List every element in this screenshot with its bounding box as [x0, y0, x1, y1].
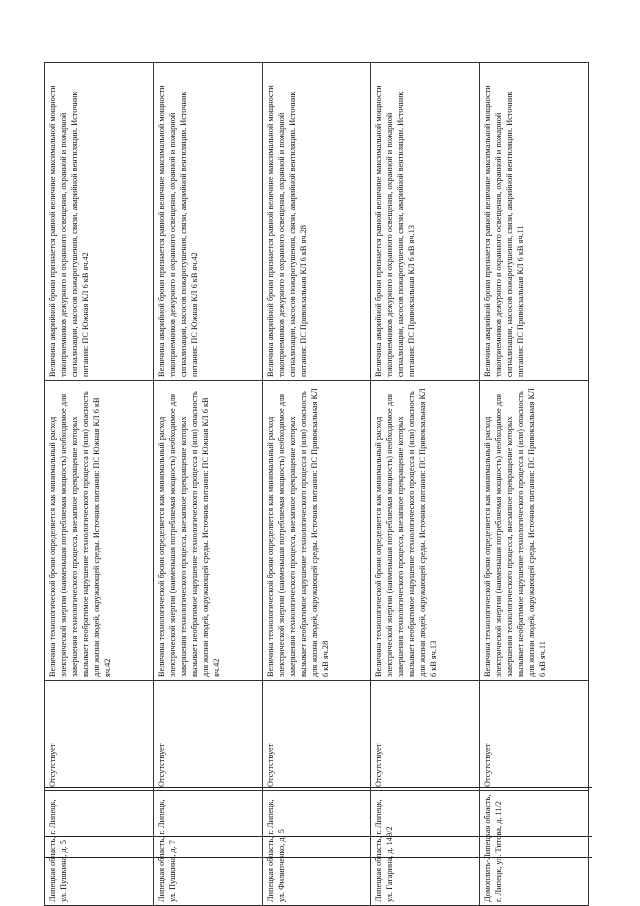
table-row: [153, 63, 262, 906]
tech-reserve-cell: Величина технологической брони определяется как минимальный расход электрической энергии (наименьшая потребляемая мощность) необходимое для завершения технологического процесса, внезапное прекращение которых вызывает необратимое нарушение технологического процесса и (или) опасность для жизни людей, окружающей среды. Источник питания: ПС Южная КЛ 6 кВ яч.42: [153, 381, 262, 681]
address-cell: Липецкая область, г. Липецк, ул. Пушкина, д. 7: [153, 791, 262, 906]
emergency-reserve-cell: Величина аварийной брони признается равной величине максимальной мощности токоприемников дежурного и охранного освещения, охранной и пожарной сигнализации, насосов пожаротушения, связи, аварийной вентиляции. Источник питания: ПС Южная КЛ 6 кВ яч.42: [153, 63, 262, 381]
table-row: [480, 63, 589, 906]
table-row: [262, 63, 371, 906]
existing-cell: Отсутствует: [480, 681, 589, 791]
emergency-reserve-cell: Величина аварийной брони признается равной величине максимальной мощности токоприемников дежурного и охранного освещения, охранной и пожарной сигнализации, насосов пожаротушения, связи, аварийной вентиляции. Источник питания: ПС Южная КЛ 6 кВ яч.42: [45, 63, 154, 381]
tech-reserve-cell: Величина технологической брони определяется как минимальный расход электрической энергии (наименьшая потребляемая мощность) необходимое для завершения технологического процесса, внезапное прекращение которых вызывает необратимое нарушение технологического процесса и (или) опасность для жизни людей, окружающей среды. Источник питания: ПС Привокзальная КЛ 6 кВ яч.11: [480, 381, 589, 681]
existing-cell: Отсутствует: [153, 681, 262, 791]
emergency-reserve-cell: Величина аварийной брони признается равной величине максимальной мощности токоприемников дежурного и охранного освещения, охранной и пожарной сигнализации, насосов пожаротушения, связи, аварийной вентиляции. Источник питания: ПС Привокзальная КЛ 6 кВ яч.11: [480, 63, 589, 381]
address-cell: Домоплить-Липецкая область, г. Липецк, ул. Титова, д. 11/2: [480, 791, 589, 906]
address-cell: Липецкая область, г. Липецк, ул. Пушкина, д. 5: [45, 791, 154, 906]
emergency-reserve-cell: Величина аварийной брони признается равной величине максимальной мощности токоприемников дежурного и охранного освещения, охранной и пожарной сигнализации, насосов пожаротушения, связи, аварийной вентиляции. Источник питания: ПС Привокзальная КЛ 6 кВ яч.28: [262, 63, 371, 381]
address-cell: Липецкая область, г. Липецк, ул. Гагарина, д. 149/2: [371, 791, 480, 906]
existing-cell: Отсутствует: [45, 681, 154, 791]
table-row: [371, 63, 480, 906]
rotated-table-wrapper: [44, 63, 589, 906]
table-row: [45, 63, 154, 906]
tech-reserve-cell: Величина технологической брони определяется как минимальный расход электрической энергии (наименьшая потребляемая мощность) необходимое для завершения технологического процесса, внезапное прекращение которых вызывает необратимое нарушение технологического процесса и (или) опасность для жизни людей, окружающей среды. Источник питания: ПС Южная КЛ 6 кВ яч.42: [45, 381, 154, 681]
address-cell: Липецкая область, г. Липецк, ул. Филипченко, д. 5: [262, 791, 371, 906]
reserve-table: [44, 62, 589, 906]
tech-reserve-cell: Величина технологической брони определяется как минимальный расход электрической энергии (наименьшая потребляемая мощность) необходимое для завершения технологического процесса, внезапное прекращение которых вызывает необратимое нарушение технологического процесса и (или) опасность для жизни людей, окружающей среды. Источник питания: ПС Привокзальная КЛ 6 кВ яч.13: [371, 381, 480, 681]
existing-cell: Отсутствует: [371, 681, 480, 791]
existing-cell: Отсутствует: [262, 681, 371, 791]
tech-reserve-cell: Величина технологической брони определяется как минимальный расход электрической энергии (наименьшая потребляемая мощность) необходимое для завершения технологического процесса, внезапное прекращение которых вызывает необратимое нарушение технологического процесса и (или) опасность для жизни людей, окружающей среды. Источник питания: ПС Привокзальная КЛ 6 кВ яч.28: [262, 381, 371, 681]
emergency-reserve-cell: Величина аварийной брони признается равной величине максимальной мощности токоприемников дежурного и охранного освещения, охранной и пожарной сигнализации, насосов пожаротушения, связи, аварийной вентиляции. Источник питания: ПС Привокзальная КЛ 6 кВ яч.13: [371, 63, 480, 381]
